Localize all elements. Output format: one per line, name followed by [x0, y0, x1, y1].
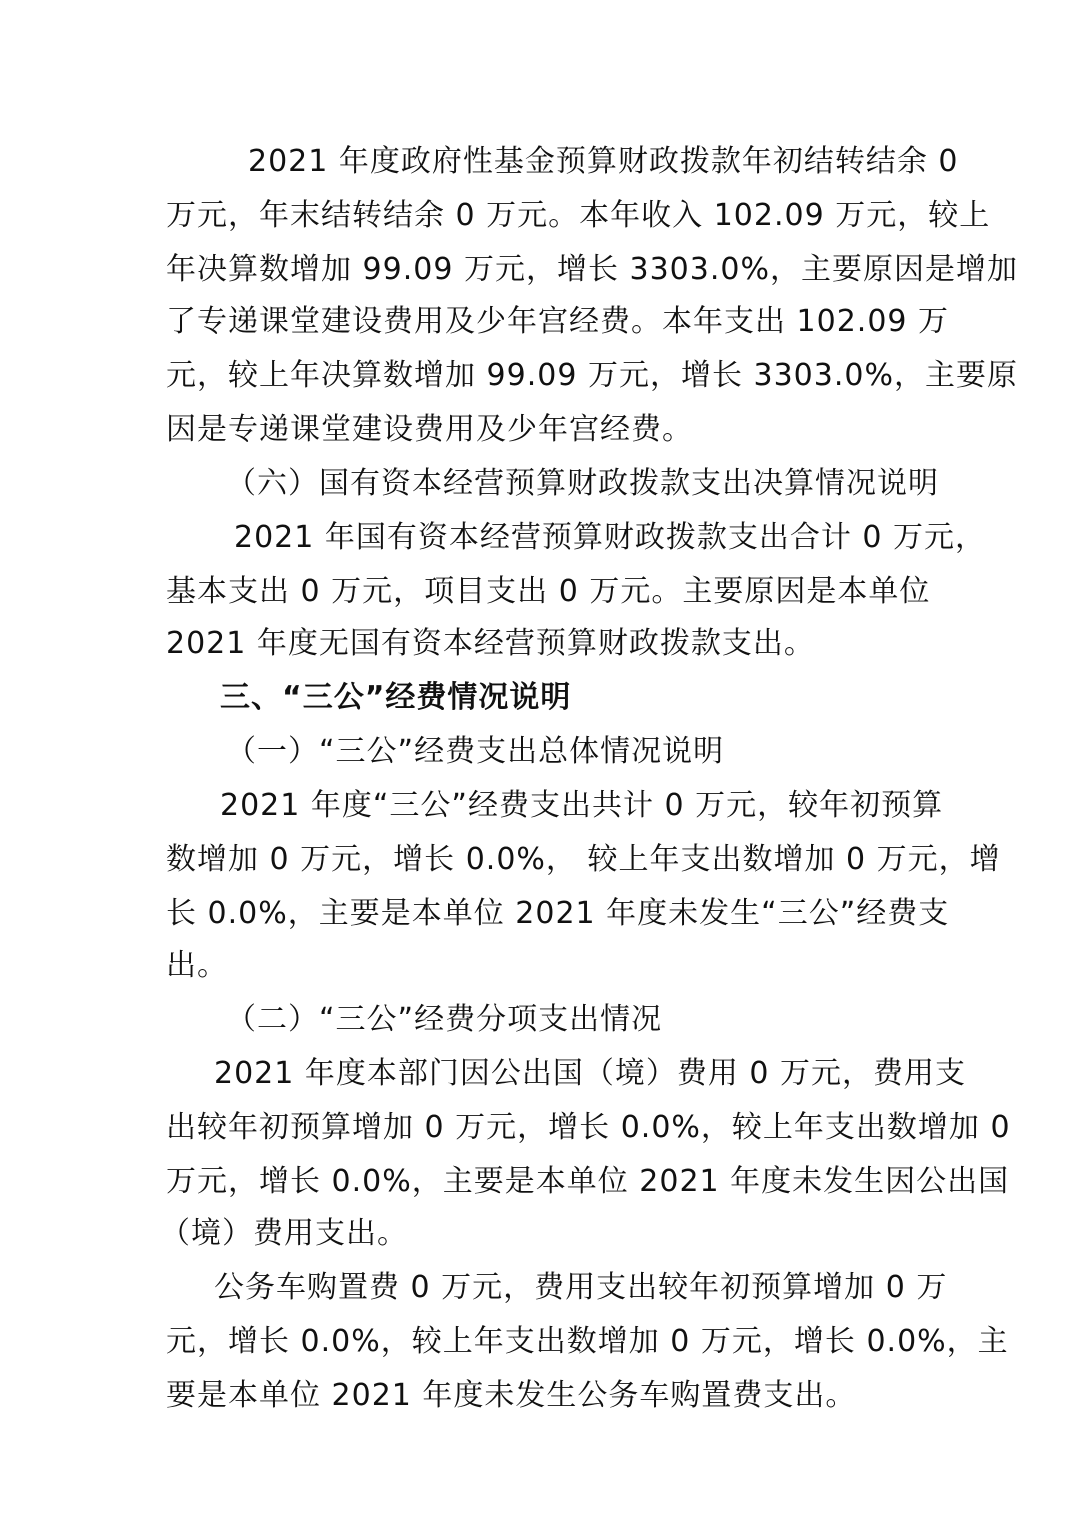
para-3-line-2: 数增加 0 万元，增长 0.0%， 较上年支出数增加 0 万元，增 — [166, 842, 1001, 877]
para-3-line-1: 2021 年度“三公”经费支出共计 0 万元，较年初预算 — [220, 788, 944, 823]
para-5-line-1: 公务车购置费 0 万元，费用支出较年初预算增加 0 万 — [214, 1270, 948, 1305]
subheading-state-capital: （六）国有资本经营预算财政拨款支出决算情况说明 — [226, 466, 939, 501]
para-4-line-3: 万元，增长 0.0%，主要是本单位 2021 年度未发生因公出国 — [166, 1164, 1010, 1199]
subheading-overall: （一）“三公”经费支出总体情况说明 — [226, 734, 725, 769]
subheading-itemized: （二）“三公”经费分项支出情况 — [226, 1002, 663, 1037]
para-4-line-2: 出较年初预算增加 0 万元，增长 0.0%，较上年支出数增加 0 — [166, 1110, 1011, 1145]
section-heading-three-public: 三、“三公”经费情况说明 — [220, 680, 572, 715]
para-1-line-5: 元，较上年决算数增加 99.09 万元，增长 3303.0%，主要原 — [166, 358, 1018, 393]
para-3-line-4: 出。 — [166, 948, 228, 983]
para-5-line-2: 元，增长 0.0%，较上年支出数增加 0 万元，增长 0.0%，主 — [166, 1324, 1009, 1359]
para-1-line-6: 因是专递课堂建设费用及少年宫经费。 — [166, 412, 693, 447]
para-1-line-2: 万元，年末结转结余 0 万元。本年收入 102.09 万元，较上 — [166, 198, 991, 233]
para-4-line-4: （境）费用支出。 — [160, 1216, 408, 1251]
para-2-line-3: 2021 年度无国有资本经营预算财政拨款支出。 — [166, 626, 815, 661]
para-1-line-1: 2021 年度政府性基金预算财政拨款年初结转结余 0 — [248, 144, 959, 179]
para-2-line-2: 基本支出 0 万元，项目支出 0 万元。主要原因是本单位 — [166, 574, 931, 609]
para-1-line-4: 了专递课堂建设费用及少年宫经费。本年支出 102.09 万 — [166, 304, 950, 339]
para-1-line-3: 年决算数增加 99.09 万元，增长 3303.0%，主要原因是增加 — [166, 252, 1018, 287]
para-5-line-3: 要是本单位 2021 年度未发生公务车购置费支出。 — [166, 1378, 857, 1413]
para-4-line-1: 2021 年度本部门因公出国（境）费用 0 万元，费用支 — [214, 1056, 967, 1091]
para-2-line-1: 2021 年国有资本经营预算财政拨款支出合计 0 万元， — [234, 520, 987, 555]
para-3-line-3: 长 0.0%，主要是本单位 2021 年度未发生“三公”经费支 — [166, 896, 950, 931]
